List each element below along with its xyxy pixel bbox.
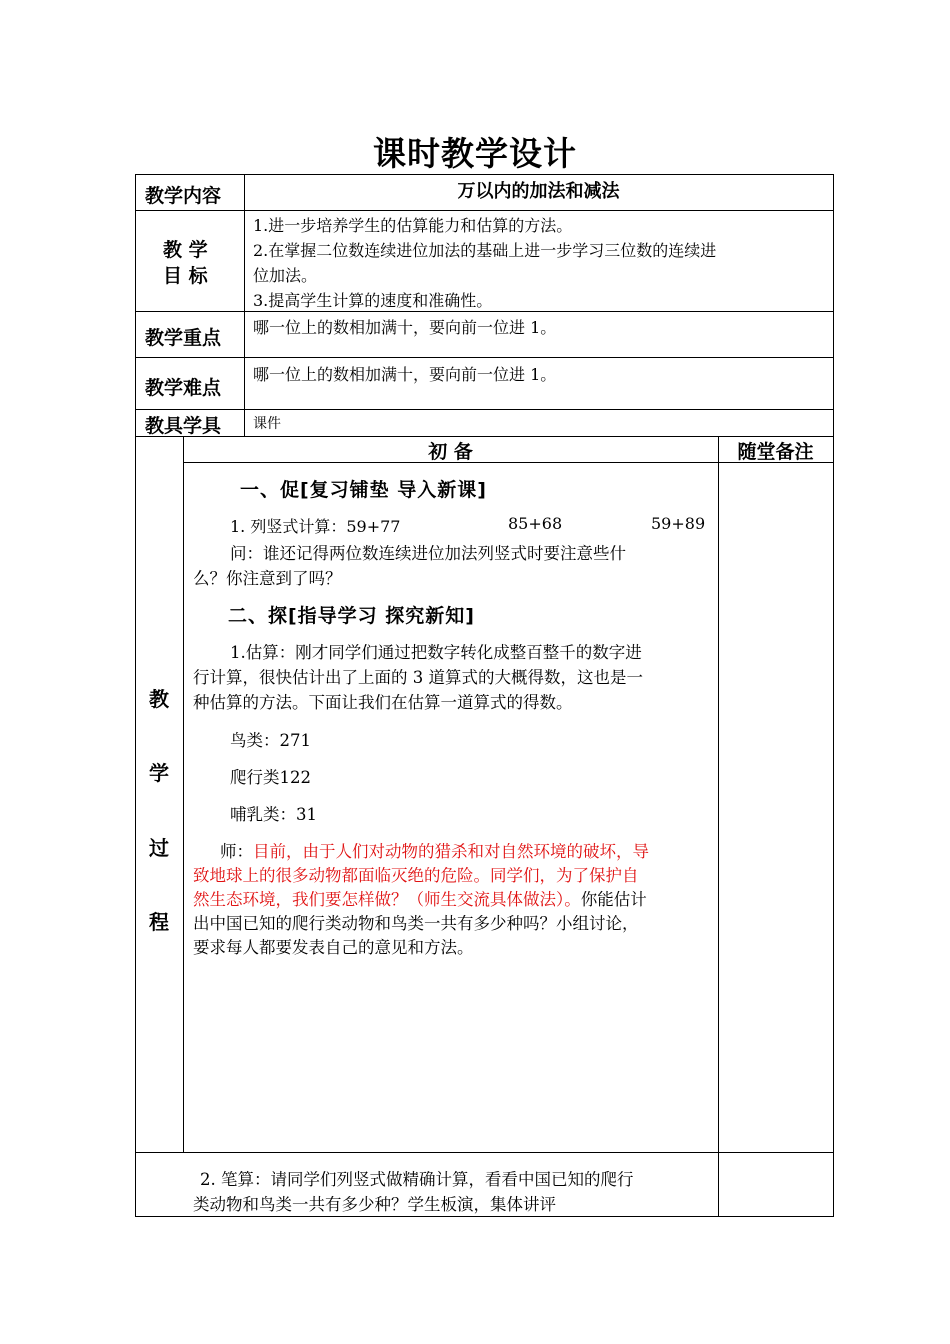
teacher-line3 — [193, 886, 647, 910]
goal-item-4: 3.提高学生计算的速度和准确性。 — [253, 291, 493, 310]
exercise-b: 85+68 — [508, 514, 563, 533]
reptiles-count: 爬行类122 — [230, 768, 311, 787]
teacher-prefix: 师： — [220, 842, 253, 861]
birds-count: 鸟类：271 — [230, 731, 311, 750]
estimate-line3: 种估算的方法。下面让我们在估算一道算式的得数。 — [193, 693, 573, 712]
page-title: 课时教学设计 — [373, 134, 577, 173]
tools-label: 教具学具 — [145, 415, 222, 437]
section1-heading: 一、促[复习铺垫 导入新课] — [240, 479, 487, 501]
tools-value: 课件 — [253, 416, 281, 432]
process-label-char-4: 程 — [149, 910, 169, 934]
teacher-black-text-3: 你能估计 — [580, 890, 647, 909]
process-label-char-1: 教 — [149, 687, 169, 711]
key-point-value: 哪一位上的数相加满十，要向前一位进 1。 — [253, 318, 557, 337]
process-label-char-3: 过 — [149, 836, 169, 860]
estimate-line1: 1.估算：刚才同学们通过把数字转化成整百整千的数字进 — [230, 643, 642, 662]
goal-item-2: 2.在掌握二位数连续进位加法的基础上进一步学习三位数的连续进 — [253, 241, 717, 260]
goals-label-line2: 目 标 — [163, 265, 208, 287]
written-calc-line1: 2. 笔算：请同学们列竖式做精确计算，看看中国已知的爬行 — [200, 1170, 634, 1189]
difficulty-value: 哪一位上的数相加满十，要向前一位进 1。 — [253, 365, 557, 384]
mammals-count: 哺乳类：31 — [230, 805, 317, 824]
goal-item-3: 位加法。 — [253, 266, 318, 285]
teacher-red-text-1: 目前，由于人们对动物的猎杀和对自然环境的破坏，导 — [253, 842, 649, 861]
teacher-line4: 出中国已知的爬行类动物和鸟类一共有多少种吗？小组讨论， — [193, 914, 639, 933]
teacher-red-text-3: 然生态环境，我们要怎样做？（师生交流具体做法）。 — [193, 890, 581, 909]
process-label-char-2: 学 — [149, 761, 169, 785]
goals-label-line1: 教 学 — [163, 239, 208, 261]
exercise-label: 1. 列竖式计算：59+77 — [230, 517, 401, 536]
content-label: 教学内容 — [145, 185, 222, 207]
teacher-red-text-2: 致地球上的很多动物都面临灭绝的危险。同学们，为了保护自 — [193, 866, 639, 885]
difficulty-label: 教学难点 — [145, 377, 222, 399]
question-line2: 么？你注意到了吗？ — [193, 569, 342, 588]
section2-heading: 二、探[指导学习 探究新知] — [228, 605, 475, 627]
exercise-c: 59+89 — [651, 514, 706, 533]
notes-column-header: 随堂备注 — [737, 441, 814, 463]
main-column-header: 初 备 — [428, 441, 473, 463]
goal-item-1: 1.进一步培养学生的估算能力和估算的方法。 — [253, 216, 573, 235]
teacher-line5: 要求每人都要发表自己的意见和方法。 — [193, 938, 474, 957]
teacher-line1 — [220, 838, 649, 862]
key-point-label: 教学重点 — [145, 327, 222, 349]
written-calc-line2: 类动物和鸟类一共有多少种？学生板演，集体讲评 — [193, 1195, 556, 1214]
estimate-line2: 行计算，很快估计出了上面的 3 道算式的大概得数，这也是一 — [193, 668, 643, 687]
question-line1: 问：谁还记得两位数连续进位加法列竖式时要注意些什 — [230, 544, 626, 563]
content-value: 万以内的加法和减法 — [457, 181, 620, 202]
